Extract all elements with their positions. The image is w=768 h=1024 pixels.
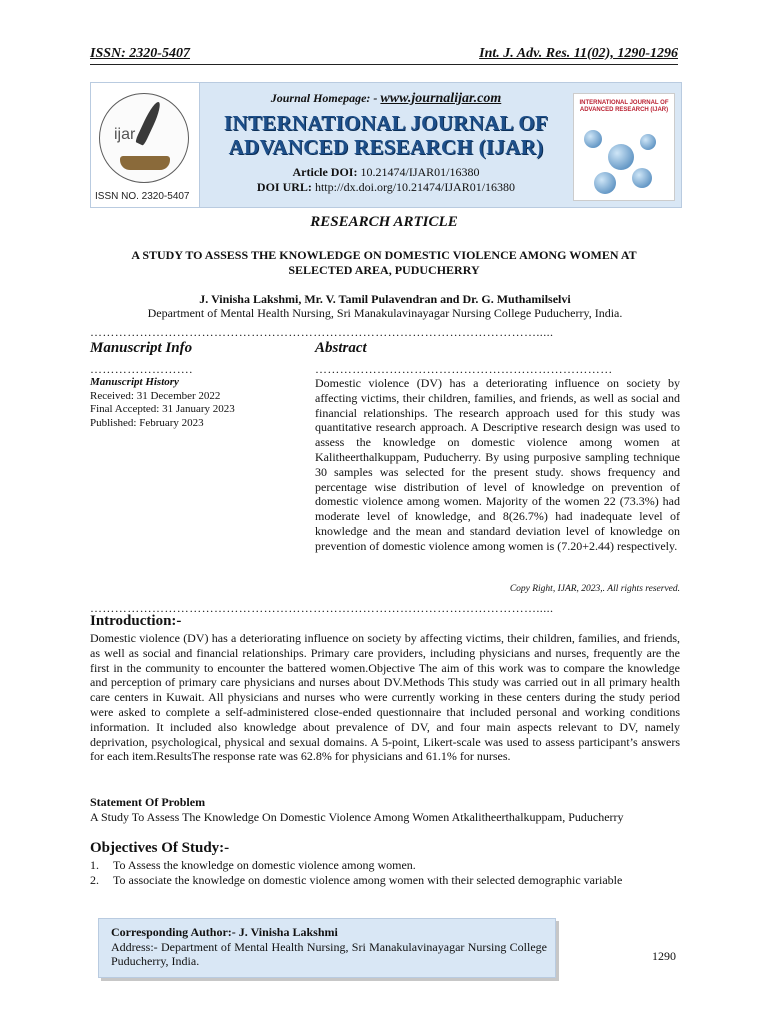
objectives-heading: Objectives Of Study:-: [90, 840, 230, 856]
manuscript-info-heading: Manuscript Info: [90, 340, 193, 356]
homepage-label: Journal Homepage: -: [270, 91, 378, 105]
journal-cover-thumbnail: [573, 93, 675, 201]
list-number: 1.: [90, 858, 99, 872]
received-date: Received: 31 December 2022: [90, 389, 221, 402]
journal-title-line2: ADVANCED RESEARCH (IJAR): [228, 135, 544, 159]
journal-title-line1: INTERNATIONAL JOURNAL OF: [223, 111, 549, 135]
logo-emblem-icon: [99, 93, 189, 183]
separator-top: ……………………………………………………………………………………………….....: [90, 326, 554, 338]
journal-homepage: [203, 91, 569, 107]
section-type: RESEARCH ARTICLE: [310, 214, 458, 230]
running-header: [90, 46, 678, 65]
objectives-list: [90, 858, 680, 887]
logo-issn: ISSN NO. 2320-5407: [95, 191, 190, 202]
paper-title: A STUDY TO ASSESS THE KNOWLEDGE ON DOMESTIC VIOLENCE AMONG WOMEN AT SELECTED AREA, PUDUCHERRY: [131, 248, 637, 277]
list-text: To associate the knowledge on domestic violence among women with their selected demographic variable: [113, 872, 623, 887]
header-issn: ISSN: 2320-5407: [90, 46, 190, 61]
history-heading: Manuscript History: [90, 376, 179, 388]
list-number: 2.: [90, 872, 99, 887]
molecule-icon: [584, 130, 602, 148]
doi-block: [203, 165, 569, 195]
journal-banner: [90, 82, 682, 208]
address-text: Department of Mental Health Nursing, Sri Manakulavinayagar Nursing College Puducherry, India.: [111, 939, 547, 968]
abstract-heading: Abstract: [315, 340, 367, 356]
address-label: Address:-: [111, 939, 158, 954]
molecule-icon: [640, 134, 656, 150]
homepage-link[interactable]: www.journalijar.com: [380, 91, 502, 106]
list-item: [90, 858, 680, 873]
book-icon: [120, 156, 170, 170]
abstract-dots: ………………………………………………………………: [315, 362, 613, 376]
molecule-icon: [608, 144, 634, 170]
manuscript-dots: …………………….: [90, 362, 193, 376]
doi-url-label: DOI URL:: [256, 180, 312, 194]
affiliation: Department of Mental Health Nursing, Sri Manakulavinayagar Nursing College Puducherry, India.: [147, 306, 623, 320]
abstract-text: Domestic violence (DV) has a deteriorating influence on society by affecting victims, their children, families, and friends, as well as social and financial relationships. The research approach used for this study was quantitative research approach. A Descriptive research design was used to assess the knowledge on domestic violence among women at Kalitheerthalkuppam, Puducherry. By using purposive sampling technique 30 samples was selected for the present study. shows frequency and percentage wise distribution of level of knowledge on prevention of domestic violence among women. Majority of the women 22 (73.3%) had moderate level of knowledge, and 8(26.7%) had inadequate level of knowledge and the mean and standard deviation level of knowledge on prevention of domestic violence among women is (7.20+2.44) respectively.: [315, 376, 680, 553]
statement-text: A Study To Assess The Knowledge On Domestic Violence Among Women Atkalitheerthalkuppam, Puducherry: [90, 810, 624, 824]
doi-label: Article DOI:: [292, 165, 358, 179]
manuscript-history: [90, 376, 235, 430]
journal-title: [203, 111, 569, 159]
corresponding-address: [111, 940, 547, 969]
corresponding-author: Corresponding Author:- J. Vinisha Lakshmi: [111, 925, 338, 939]
molecule-icon: [632, 168, 652, 188]
logo-text: ijar: [114, 126, 136, 143]
copyright: Copy Right, IJAR, 2023,. All rights reserved.: [509, 584, 680, 594]
doi-url-link[interactable]: http://dx.doi.org/10.21474/IJAR01/16380: [314, 180, 516, 194]
introduction-heading: Introduction:-: [90, 613, 182, 629]
statement-heading: Statement Of Problem: [90, 795, 206, 809]
introduction-text: Domestic violence (DV) has a deteriorating influence on society by affecting victims, their children, families, and friends, as well as social and financial relationships. Primary care providers, including physicians and nurses, frequently are the first in the community to encounter the battered women.Objective The aim of this work was to compare the knowledge and perception of primary care physicians and nurses about DV.Methods This study was carried out in all primary health care centers in Kuwait. All physicians and nurses who were currently working in these centers during the study period were asked to complete a self-administered close-ended questionnaire that included personal and working conditions information. It included also knowledge about prevalence of DV, and four main aspects relevant to DV, namely deprivation, psychological, physical and sexual domains. A 5-point, Likert-scale was used to assess participant’s answers for each item.ResultsThe response rate was 62.8% for physicians and 61.1% for nurses.: [90, 631, 680, 764]
corresponding-author-box: [98, 918, 556, 978]
page-number: 1290: [652, 949, 676, 963]
molecule-icon: [594, 172, 616, 194]
separator-bottom: ……………………………………………………………………………………………….....: [90, 602, 554, 614]
doi-value: 10.21474/IJAR01/16380: [360, 165, 480, 179]
list-text: To Assess the knowledge on domestic violence among women.: [113, 858, 416, 872]
authors: J. Vinisha Lakshmi, Mr. V. Tamil Pulavendran and Dr. G. Muthamilselvi: [199, 292, 571, 306]
banner-center: [203, 91, 569, 195]
quill-icon: [135, 100, 164, 146]
list-item: [90, 873, 680, 888]
header-citation: Int. J. Adv. Res. 11(02), 1290-1296: [479, 46, 678, 61]
published-date: Published: February 2023: [90, 416, 204, 429]
journal-logo: [91, 83, 200, 207]
accepted-date: Final Accepted: 31 January 2023: [90, 403, 235, 415]
cover-title: INTERNATIONAL JOURNAL OF ADVANCED RESEARCH (IJAR): [579, 100, 669, 113]
